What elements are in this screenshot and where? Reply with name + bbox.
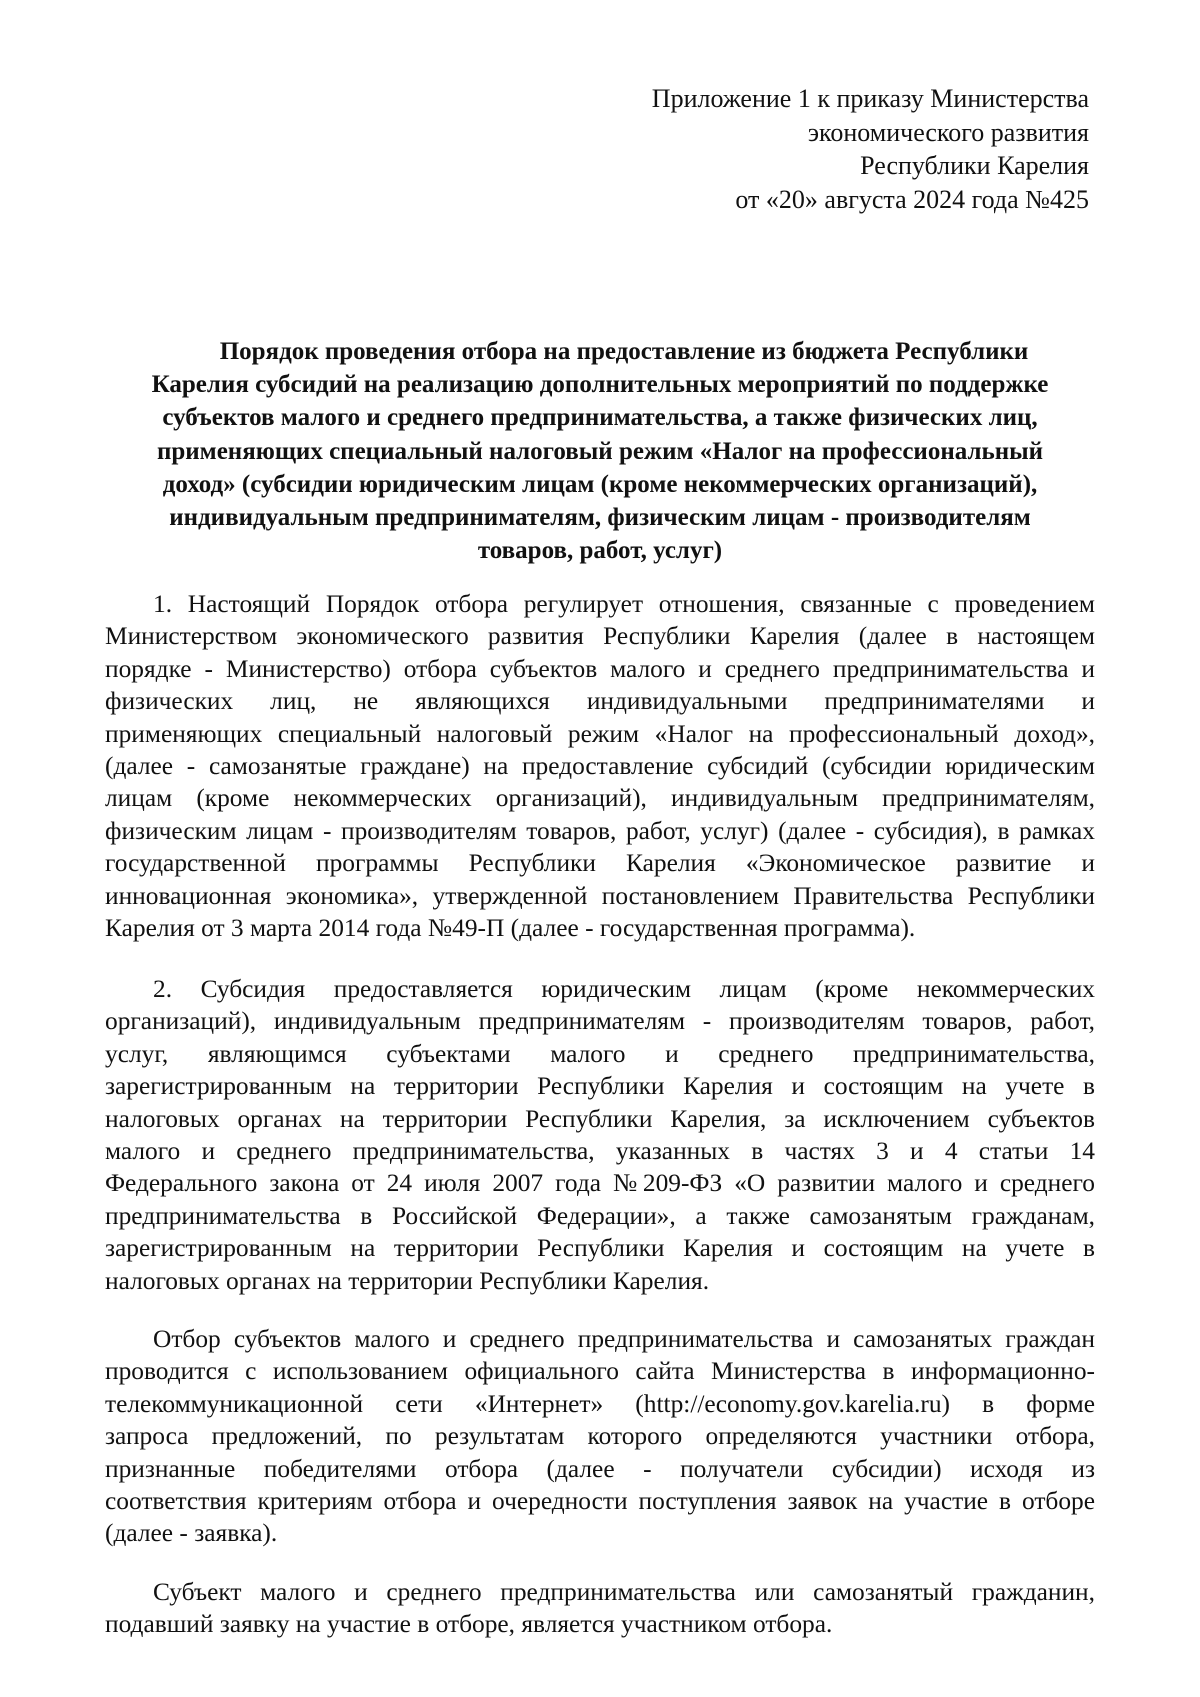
- paragraph-line: запроса предложений, по результатам которого определяются участники отбора,: [105, 1422, 1095, 1451]
- paragraph-line: организаций), индивидуальным предпринимателям - производителям товаров, работ,: [105, 1007, 1095, 1036]
- paragraph-line: инновационная экономика», утвержденной постановлением Правительства Республики: [105, 881, 1095, 910]
- appendix-header: [389, 82, 1089, 217]
- title-line: Карелия субсидий на реализацию дополнительных мероприятий по поддержке: [151, 371, 1049, 399]
- paragraph-line: малого и среднего предпринимательства, указанных в частях 3 и 4 статьи 14: [105, 1137, 1095, 1166]
- title-line: товаров, работ, услуг): [477, 537, 723, 565]
- paragraph-line: государственной программы Республики Карелия «Экономическое развитие и: [105, 849, 1095, 878]
- paragraph-line: услуг, являющимся субъектами малого и среднего предпринимательства,: [105, 1039, 1095, 1068]
- appendix-line: Приложение 1 к приказу Министерства: [651, 84, 1089, 113]
- paragraph-3: [105, 1323, 1095, 1550]
- paragraph-2: [105, 973, 1095, 1297]
- paragraph-line: порядке - Министерство) отбора субъектов малого и среднего предпринимательства и: [105, 654, 1095, 683]
- title-line: субъектов малого и среднего предпринимательства, а также физических лиц,: [162, 404, 1038, 432]
- paragraph-line: соответствия критериям отбора и очередности поступления заявок на участие в отборе: [105, 1487, 1095, 1516]
- paragraph-line: зарегистрированным на территории Республики Карелия и состоящим на учете в: [105, 1072, 1095, 1101]
- paragraph-line: Министерством экономического развития Республики Карелия (далее в настоящем: [105, 622, 1095, 651]
- paragraph-4: [105, 1576, 1095, 1641]
- appendix-line: экономического развития: [807, 117, 1089, 147]
- paragraph-line: налоговых органах на территории Республики Карелия, за исключением субъектов: [105, 1104, 1095, 1133]
- document-title: [110, 335, 1090, 567]
- paragraph-line: Отбор субъектов малого и среднего предпринимательства и самозанятых граждан: [153, 1325, 1095, 1353]
- paragraph-line: Субъект малого и среднего предпринимательства или самозанятый гражданин,: [153, 1578, 1095, 1606]
- paragraph-line: телекоммуникационной сети «Интернет» (http://economy.gov.karelia.ru) в форме: [105, 1389, 1095, 1418]
- appendix-line: Республики Карелия: [860, 151, 1089, 181]
- title-line: индивидуальным предпринимателям, физическим лицам - производителям: [169, 504, 1031, 532]
- paragraph-line: 1. Настоящий Порядок отбора регулирует отношения, связанные с проведением: [153, 590, 1095, 618]
- paragraph-line: зарегистрированным на территории Республики Карелия и состоящим на учете в: [105, 1234, 1095, 1263]
- paragraph-line: проводится с использованием официального сайта Министерства в информационно-: [105, 1357, 1095, 1386]
- paragraph-line: Федерального закона от 24 июля 2007 года №209-ФЗ «О развитии малого и среднего: [105, 1169, 1095, 1198]
- paragraph-line: (далее - заявка).: [105, 1519, 278, 1548]
- title-line: Порядок проведения отбора на предоставление из бюджета Республики: [219, 338, 1029, 365]
- paragraph-line: применяющих специальный налоговый режим «Налог на профессиональный доход»,: [105, 719, 1095, 748]
- paragraph-1: [105, 588, 1095, 944]
- paragraph-line: 2. Субсидия предоставляется юридическим лицам (кроме некоммерческих: [153, 975, 1095, 1003]
- paragraph-line: Карелия от 3 марта 2014 года №49-П (далее - государственная программа).: [105, 914, 916, 943]
- paragraph-line: физическим лицам - производителям товаров, работ, услуг) (далее - субсидия), в рамках: [105, 816, 1095, 845]
- paragraph-line: признанные победителями отбора (далее - получатели субсидии) исходя из: [105, 1454, 1095, 1483]
- paragraph-line: лицам (кроме некоммерческих организаций), индивидуальным предпринимателям,: [105, 784, 1095, 813]
- appendix-line: от «20» августа 2024 года №425: [735, 185, 1089, 215]
- paragraph-line: налоговых органах на территории Республики Карелия.: [105, 1266, 710, 1295]
- paragraph-line: (далее - самозанятые граждане) на предоставление субсидий (субсидии юридическим: [105, 752, 1095, 781]
- title-line: доход» (субсидии юридическим лицам (кроме некоммерческих организаций),: [162, 470, 1038, 498]
- paragraph-line: физических лиц, не являющихся индивидуальными предпринимателями и: [105, 687, 1095, 716]
- paragraph-line: подавший заявку на участие в отборе, является участником отбора.: [105, 1610, 833, 1639]
- title-line: применяющих специальный налоговый режим «Налог на профессиональный: [156, 437, 1044, 465]
- paragraph-line: предпринимательства в Российской Федерации», а также самозанятым гражданам,: [105, 1201, 1095, 1230]
